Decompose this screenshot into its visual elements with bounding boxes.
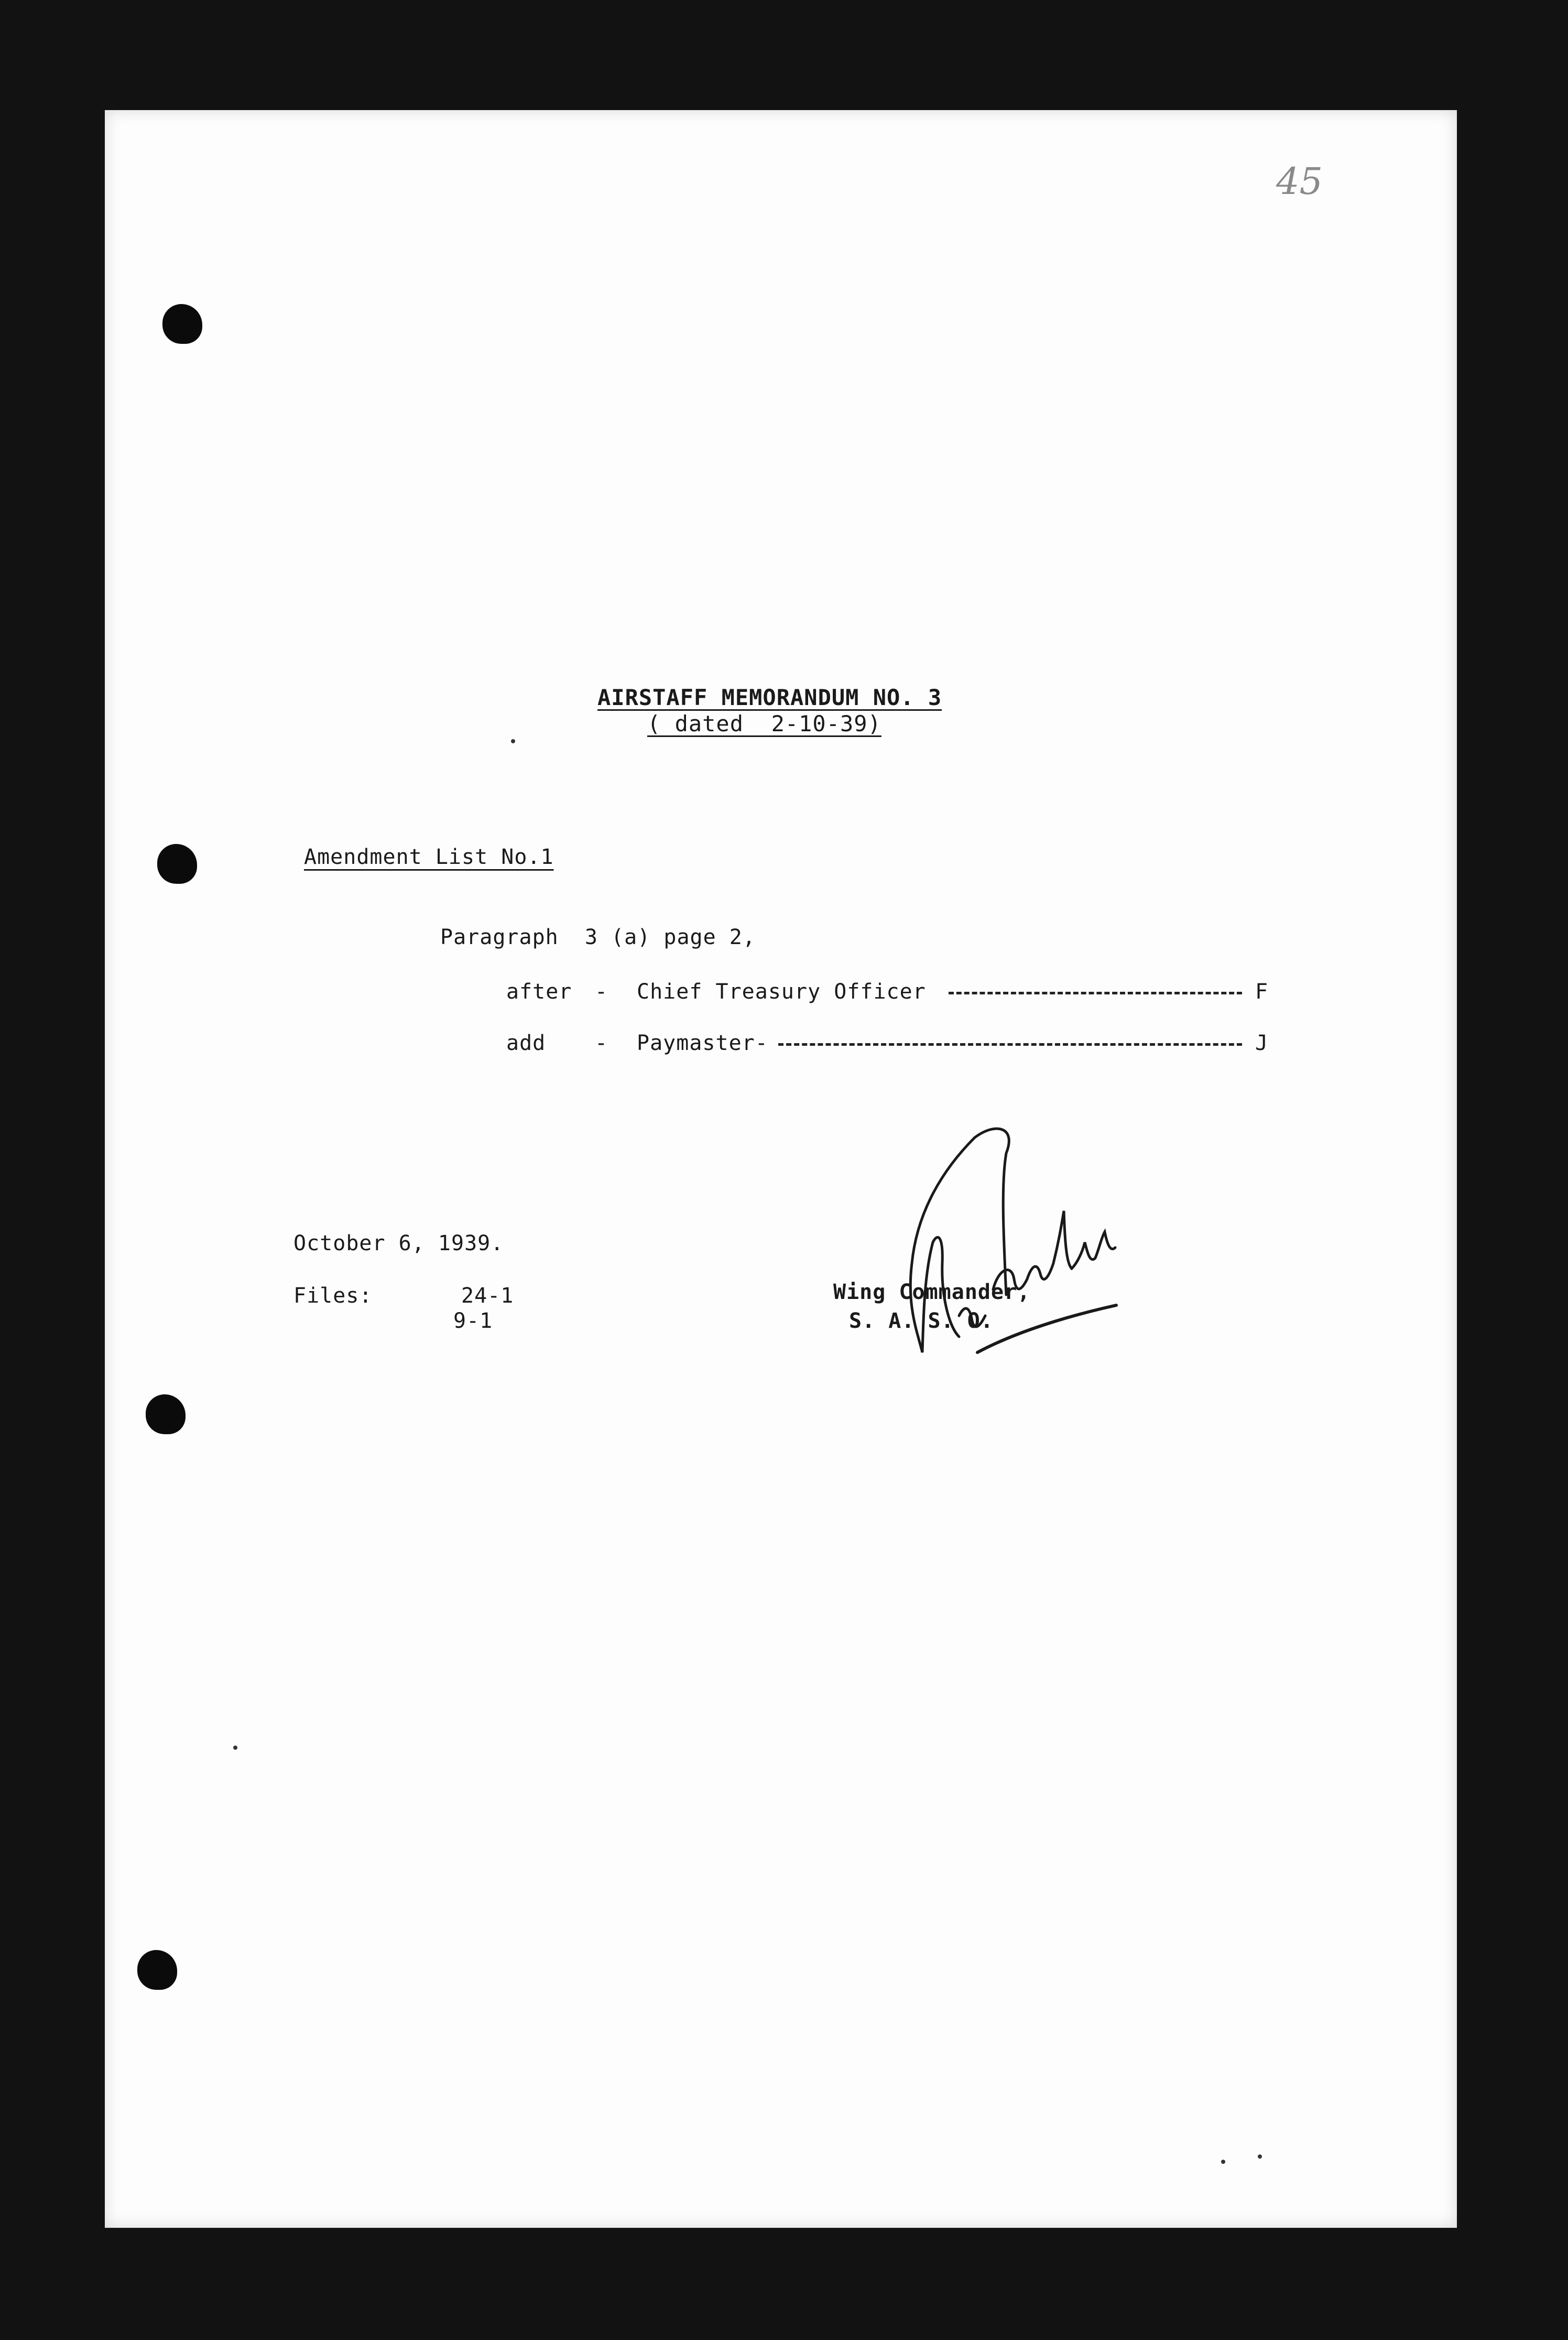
punch-hole — [157, 844, 197, 884]
paragraph-reference: Paragraph 3 (a) page 2, — [440, 925, 756, 949]
punch-hole — [137, 1950, 177, 1990]
document-page — [105, 110, 1457, 2228]
amend-text-2: Paymaster- — [637, 1031, 768, 1055]
memo-title: AIRSTAFF MEMORANDUM NO. 3 — [597, 685, 942, 710]
memo-footer-date: October 6, 1939. — [293, 1231, 504, 1255]
amend-action-1: after — [506, 980, 572, 1004]
amend-code-2: J — [1255, 1031, 1269, 1055]
leader-dashes — [949, 992, 1242, 994]
signatory-title: Wing Commander, — [833, 1280, 1031, 1304]
speck — [1258, 2154, 1262, 2159]
signatory-office: S. A. S. O. — [849, 1309, 994, 1333]
page-number: 45 — [1276, 160, 1323, 203]
punch-hole — [162, 304, 202, 344]
file-number: 24-1 — [461, 1284, 514, 1308]
memo-date: ( dated 2-10-39) — [647, 711, 881, 736]
amendment-heading: Amendment List No.1 — [304, 845, 554, 869]
file-number: 9-1 — [453, 1309, 493, 1333]
amend-action-2: add — [506, 1031, 546, 1055]
files-label: Files: — [293, 1284, 373, 1308]
amend-code-1: F — [1255, 980, 1269, 1004]
speck — [233, 1746, 237, 1750]
amend-sep-1: - — [595, 980, 608, 1004]
speck — [511, 739, 515, 743]
amend-sep-2: - — [595, 1031, 608, 1055]
speck — [1221, 2160, 1225, 2164]
amend-text-1: Chief Treasury Officer — [637, 980, 926, 1004]
punch-hole — [146, 1394, 186, 1434]
signature — [880, 1106, 1174, 1400]
leader-dashes — [778, 1043, 1242, 1046]
